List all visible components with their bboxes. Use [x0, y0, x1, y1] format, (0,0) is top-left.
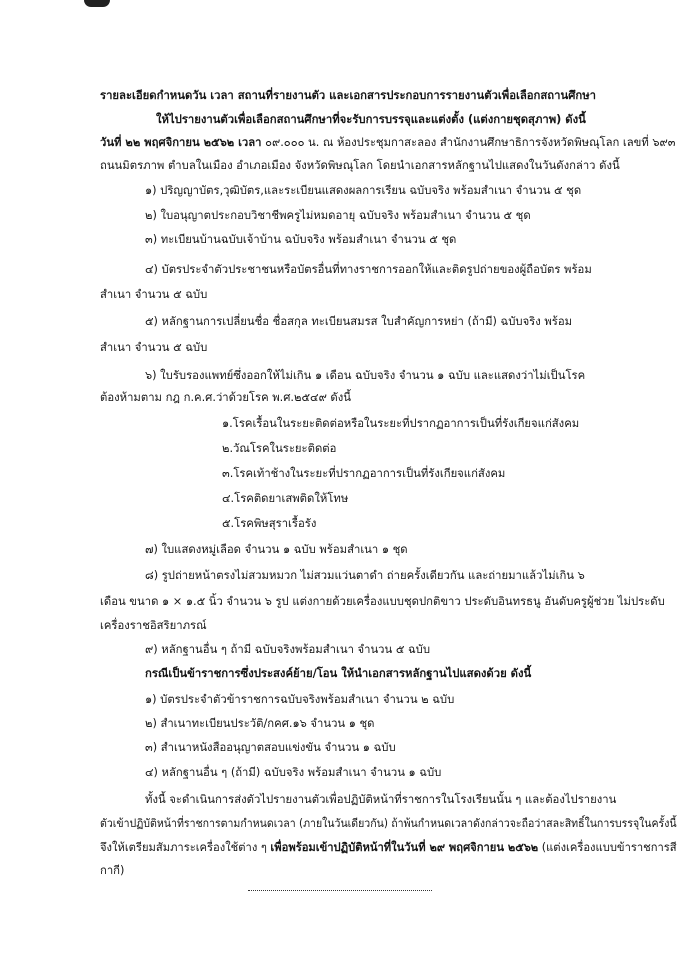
- closing-line2: ตัวเข้าปฏิบัติหน้าที่ราชการตามกำหนดเวลา (ภายในวันเดียวกัน) ถ้าพ้นกำหนดเวลาดังกล่าวจะถือว่าสละสิทธิ์ในการบรรจุในครั้งนี้: [100, 817, 677, 830]
- list-item-2: ๒) ใบอนุญาตประกอบวิชาชีพครูไม่หมดอายุ ฉบับจริง พร้อมสำเนา จำนวน ๕ ชุด: [145, 209, 531, 222]
- list-item-9: ๙) หลักฐานอื่น ๆ ถ้ามี ฉบับจริงพร้อมสำเนา จำนวน ๕ ฉบับ: [145, 643, 431, 656]
- transfer-item-4: ๔) หลักฐานอื่น ๆ (ถ้ามี) ฉบับจริง พร้อมสำเนา จำนวน ๑ ฉบับ: [145, 766, 442, 779]
- list-item-7: ๗) ใบแสดงหมู่เลือด จำนวน ๑ ฉบับ พร้อมสำเนา ๑ ชุด: [145, 543, 408, 556]
- closing-line3-end: (แต่งเครื่องแบบข้าราชการสี: [538, 841, 677, 854]
- list-item-6-cont: ต้องห้ามตาม กฎ ก.ค.ศ.ว่าด้วยโรค พ.ศ.๒๕๔๙ ดังนี้: [100, 391, 352, 404]
- disease-item-5: ๕.โรคพิษสุราเรื้อรัง: [222, 517, 317, 530]
- doc-title-line2: ให้ไปรายงานตัวเพื่อเลือกสถานศึกษาที่จะรับการบรรจุและแต่งตั้ง (แต่งกายชุดสุภาพ) ดังนี้: [156, 113, 586, 126]
- transfer-heading: กรณีเป็นข้าราชการซึ่งประสงค์ย้าย/โอน ให้นำเอกสารหลักฐานไปแสดงด้วย ดังนี้: [145, 667, 532, 680]
- list-item-8: ๘) รูปถ่ายหน้าตรงไม่สวมหมวก ไม่สวมแว่นตาดำ ถ่ายครั้งเดียวกัน และถ่ายมาแล้วไม่เกิน ๖: [145, 569, 585, 582]
- list-item-3: ๓) ทะเบียนบ้านฉบับเจ้าบ้าน ฉบับจริง พร้อมสำเนา จำนวน ๕ ชุด: [145, 233, 457, 246]
- closing-line1: ทั้งนี้ จะดำเนินการส่งตัวไปรายงานตัวเพื่อปฏิบัติหน้าที่ราชการในโรงเรียนนั้น ๆ และต้องไปรายงาน: [145, 793, 617, 806]
- list-item-1: ๑) ปริญญาบัตร,วุฒิบัตร,และระเบียนแสดงผลการเรียน ฉบับจริง พร้อมสำเนา จำนวน ๕ ชุด: [145, 184, 582, 197]
- top-edge-mark: [84, 0, 110, 7]
- closing-line3: [100, 840, 677, 855]
- closing-line4: กากี): [100, 864, 125, 877]
- list-item-6: ๖) ใบรับรองแพทย์ซึ่งออกให้ไม่เกิน ๑ เดือน ฉบับจริง จำนวน ๑ ฉบับ และแสดงว่าไม่เป็นโรค: [145, 369, 586, 382]
- disease-item-1: ๑.โรคเรื้อนในระยะติดต่อหรือในระยะที่ปรากฏอาการเป็นที่รังเกียจแก่สังคม: [222, 417, 580, 430]
- transfer-item-3: ๓) สำเนาหนังสืออนุญาตสอบแข่งขัน จำนวน ๑ ฉบับ: [145, 741, 396, 754]
- transfer-item-1: ๑) บัตรประจำตัวข้าราชการฉบับจริงพร้อมสำเนา จำนวน ๒ ฉบับ: [145, 693, 455, 706]
- meeting-location: ๐๙.๐๐๐ น. ณ ห้องประชุมกาสะลอง สำนักงานศึกษาธิการจังหวัดพิษณุโลก เลขที่ ๖๙๓: [261, 136, 676, 149]
- list-item-5: ๕) หลักฐานการเปลี่ยนชื่อ ชื่อสกุล ทะเบียนสมรส ใบสำคัญการหย่า (ถ้ามี) ฉบับจริง พร้อม: [145, 315, 573, 328]
- closing-line3-start: จึงให้เตรียมสัมภาระเครื่องใช้ต่าง ๆ: [100, 841, 271, 854]
- list-item-8-cont2: เครื่องราชอิสริยาภรณ์: [100, 619, 207, 632]
- disease-item-3: ๓.โรคเท้าช้างในระยะที่ปรากฏอาการเป็นที่รังเกียจแก่สังคม: [222, 467, 506, 480]
- list-item-8-cont1: เดือน ขนาด ๑ × ๑.๕ นิ้ว จำนวน ๖ รูป แต่งกายด้วยเครื่องแบบชุดปกติขาว ประดับอินทรธนู อันดับครูผู้ช่วย ไม่ประดับ: [100, 595, 665, 608]
- intro-line1: [100, 135, 676, 150]
- disease-item-2: ๒.วัณโรคในระยะติดต่อ: [222, 442, 337, 455]
- doc-title-line1: รายละเอียดกำหนดวัน เวลา สถานที่รายงานตัว และเอกสารประกอบการรายงานตัวเพื่อเลือกสถานศึกษา: [100, 89, 596, 102]
- meeting-date: วันที่ ๒๒ พฤศจิกายน ๒๕๖๒ เวลา: [100, 136, 262, 149]
- list-item-4: ๔) บัตรประจำตัวประชาชนหรือบัตรอื่นที่ทางราชการออกให้และติดรูปถ่ายของผู้ถือบัตร พร้อม: [145, 263, 592, 276]
- report-date: เพื่อพร้อมเข้าปฏิบัติหน้าที่ในวันที่ ๒๙ พฤศจิกายน ๒๕๖๒: [270, 841, 539, 854]
- list-item-4-cont: สำเนา จำนวน ๕ ฉบับ: [100, 288, 208, 301]
- list-item-5-cont: สำเนา จำนวน ๕ ฉบับ: [100, 341, 208, 354]
- dotted-divider: [248, 890, 432, 891]
- transfer-item-2: ๒) สำเนาทะเบียนประวัติ/กคศ.๑๖ จำนวน ๑ ชุด: [145, 717, 375, 730]
- intro-line2: ถนนมิตรภาพ ตำบลในเมือง อำเภอเมือง จังหวัดพิษณุโลก โดยนำเอกสารหลักฐานไปแสดงในวันดังกล่าว ดังนี้: [100, 159, 620, 172]
- disease-item-4: ๔.โรคติดยาเสพติดให้โทษ: [222, 492, 349, 505]
